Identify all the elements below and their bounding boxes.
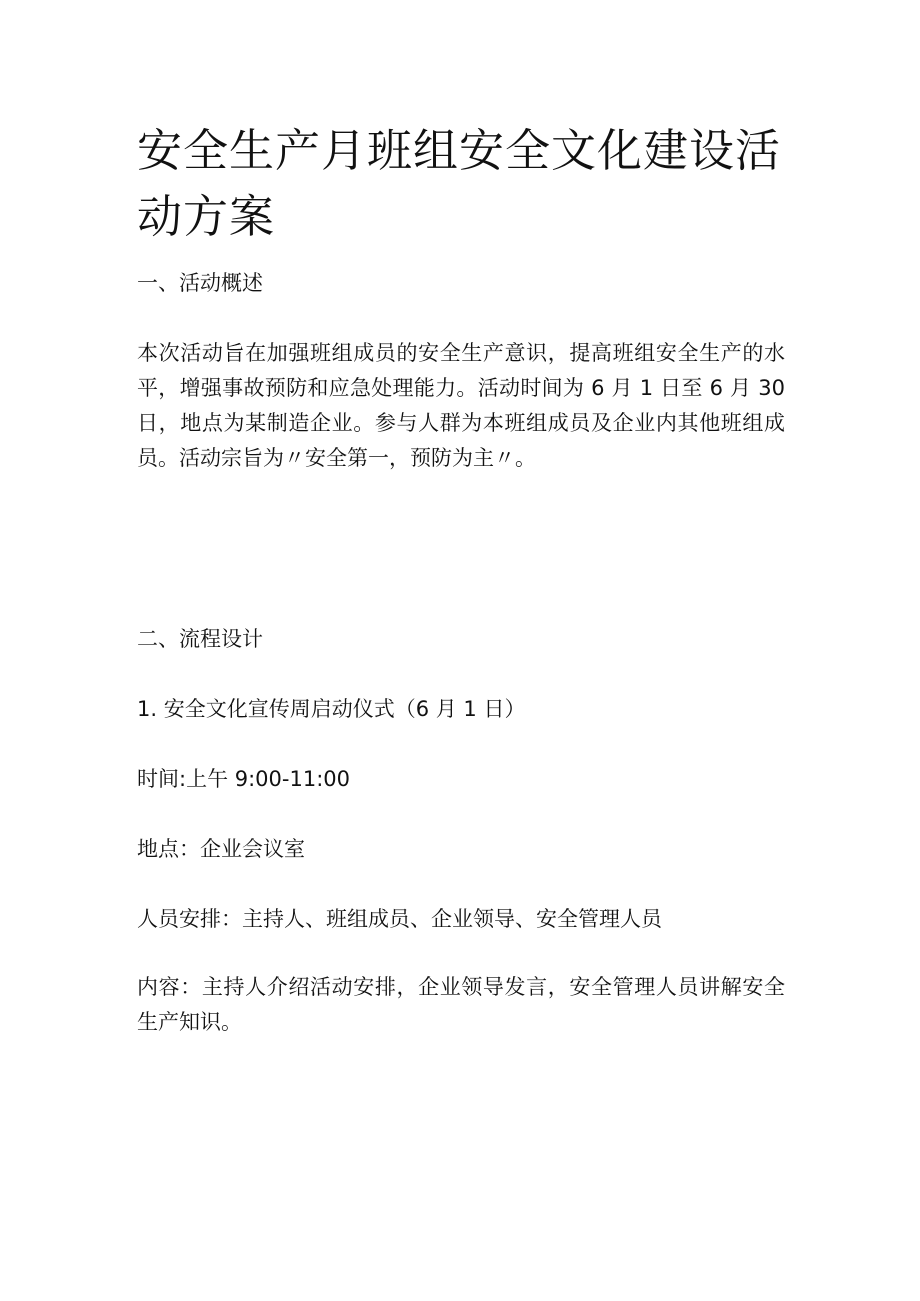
process-item-title: 1. 安全文化宣传周启动仪式（6 月 1 日） xyxy=(137,697,526,721)
process-content: 内容：主持人介绍活动安排，企业领导发言，安全管理人员讲解安全生产知识。 xyxy=(137,975,785,1034)
section-heading-overview: 一、活动概述 xyxy=(137,271,263,295)
overview-paragraph: 本次活动旨在加强班组成员的安全生产意识，提高班组安全生产的水平，增强事故预防和应急处理能力。活动时间为 6 月 1 日至 6 月 30 日，地点为某制造企业。参与人群为本班组成员及企业内其他班组成员。活动宗旨为〃安全第一，预防为主〃。 xyxy=(137,341,785,470)
document-title: 安全生产月班组安全文化建设活动方案 xyxy=(137,124,782,243)
process-place: 地点：企业会议室 xyxy=(137,837,305,861)
section-heading-process: 二、流程设计 xyxy=(137,627,263,651)
process-staff: 人员安排：主持人、班组成员、企业领导、安全管理人员 xyxy=(137,907,662,931)
process-time: 时间:上午 9:00-11:00 xyxy=(137,767,351,791)
